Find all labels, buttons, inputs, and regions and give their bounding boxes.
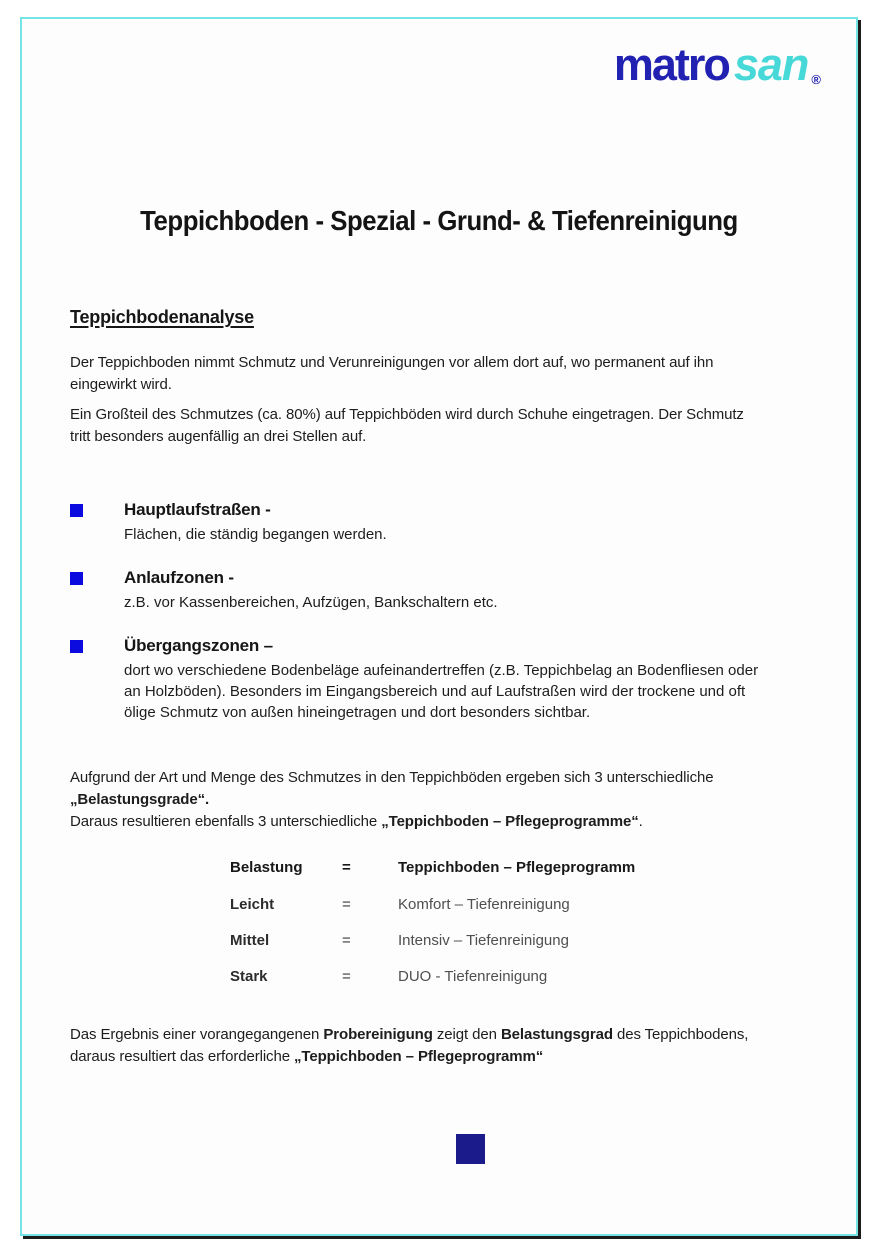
- paragraph-dirt-source: Ein Großteil des Schmutzes (ca. 80%) auf Teppichböden wird durch Schuhe eingetragen. Der Schmutz tritt besonders augenfällig an drei Stellen auf.: [70, 406, 744, 445]
- page-frame: [20, 17, 858, 1236]
- table-row-leicht: [230, 895, 635, 915]
- logo-text-matro: matro: [613, 39, 729, 90]
- registered-trademark-icon: ®: [811, 72, 821, 87]
- header-cell-belastung: Belastung: [230, 859, 303, 876]
- bullet-title: Übergangszonen –: [124, 636, 273, 655]
- document-title: Teppichboden - Spezial - Grund- & Tiefenreinigung: [140, 205, 738, 236]
- bullet-title: Anlaufzonen -: [124, 568, 234, 587]
- bullet-content: [124, 568, 498, 613]
- cell-program: Komfort – Tiefenreinigung: [398, 896, 570, 913]
- cell-load: Mittel: [230, 932, 270, 949]
- program-table: [230, 858, 635, 1003]
- paragraph-intro: Der Teppichboden nimmt Schmutz und Verunreinigungen vor allem dort auf, wo permanent auf ihn eingewirkt wird.: [70, 354, 714, 393]
- bullet-body: z.B. vor Kassenbereichen, Aufzügen, Bankschaltern etc.: [124, 594, 498, 611]
- matrosan-logo: [613, 39, 821, 91]
- table-row-mittel: [230, 931, 635, 951]
- cell-equals: =: [342, 968, 351, 985]
- bullet-title: Hauptlaufstraßen -: [124, 500, 271, 519]
- bullet-square-icon: [70, 504, 83, 517]
- bullet-body: dort wo verschiedene Bodenbeläge aufeinandertreffen (z.B. Teppichbelag an Bodenfliesen oder an Holzböden). Besonders im Eingangsbereich und auf Laufstraßen wird der trockene und oft ölige Schmutz von außen hineingetragen und dort besonders sichtbar.: [124, 662, 759, 721]
- paragraph-conclusion: Das Ergebnis einer vorangegangenen Probereinigung zeigt den Belastungsgrad des Teppichbodens, daraus resultiert das erforderliche „Teppichboden – Pflegeprogramm“: [70, 1026, 749, 1065]
- header-cell-program: Teppichboden – Pflegeprogramm: [398, 859, 636, 876]
- paragraph-belastungsgrade: Aufgrund der Art und Menge des Schmutzes in den Teppichböden ergeben sich 3 unterschiedliche „Belastungsgrade“. Daraus resultieren ebenfalls 3 unterschiedliche „Teppichboden – Pflegeprogramme“.: [70, 769, 714, 830]
- bullet-square-icon: [70, 572, 83, 585]
- cell-program: Intensiv – Tiefenreinigung: [398, 932, 569, 949]
- header-cell-equals: =: [342, 859, 351, 876]
- bullet-body: Flächen, die ständig begangen werden.: [124, 526, 387, 543]
- table-row-stark: [230, 967, 635, 987]
- bullet-item-anlaufzonen: [70, 568, 498, 613]
- cell-load: Stark: [230, 968, 268, 985]
- bullet-item-hauptlaufstrassen: [70, 500, 387, 545]
- cell-program: DUO - Tiefenreinigung: [398, 968, 548, 985]
- cell-load: Leicht: [230, 896, 275, 913]
- table-header-row: [230, 858, 635, 878]
- logo-text-san: san: [733, 39, 809, 90]
- cell-equals: =: [342, 932, 351, 949]
- section-heading: Teppichbodenanalyse: [70, 307, 254, 327]
- bullet-square-icon: [70, 640, 83, 653]
- cell-equals: =: [342, 896, 351, 913]
- bullet-content: [124, 500, 387, 545]
- footer-square-icon: [456, 1134, 485, 1164]
- bullet-content: [124, 636, 758, 723]
- bullet-item-uebergangszonen: [70, 636, 758, 723]
